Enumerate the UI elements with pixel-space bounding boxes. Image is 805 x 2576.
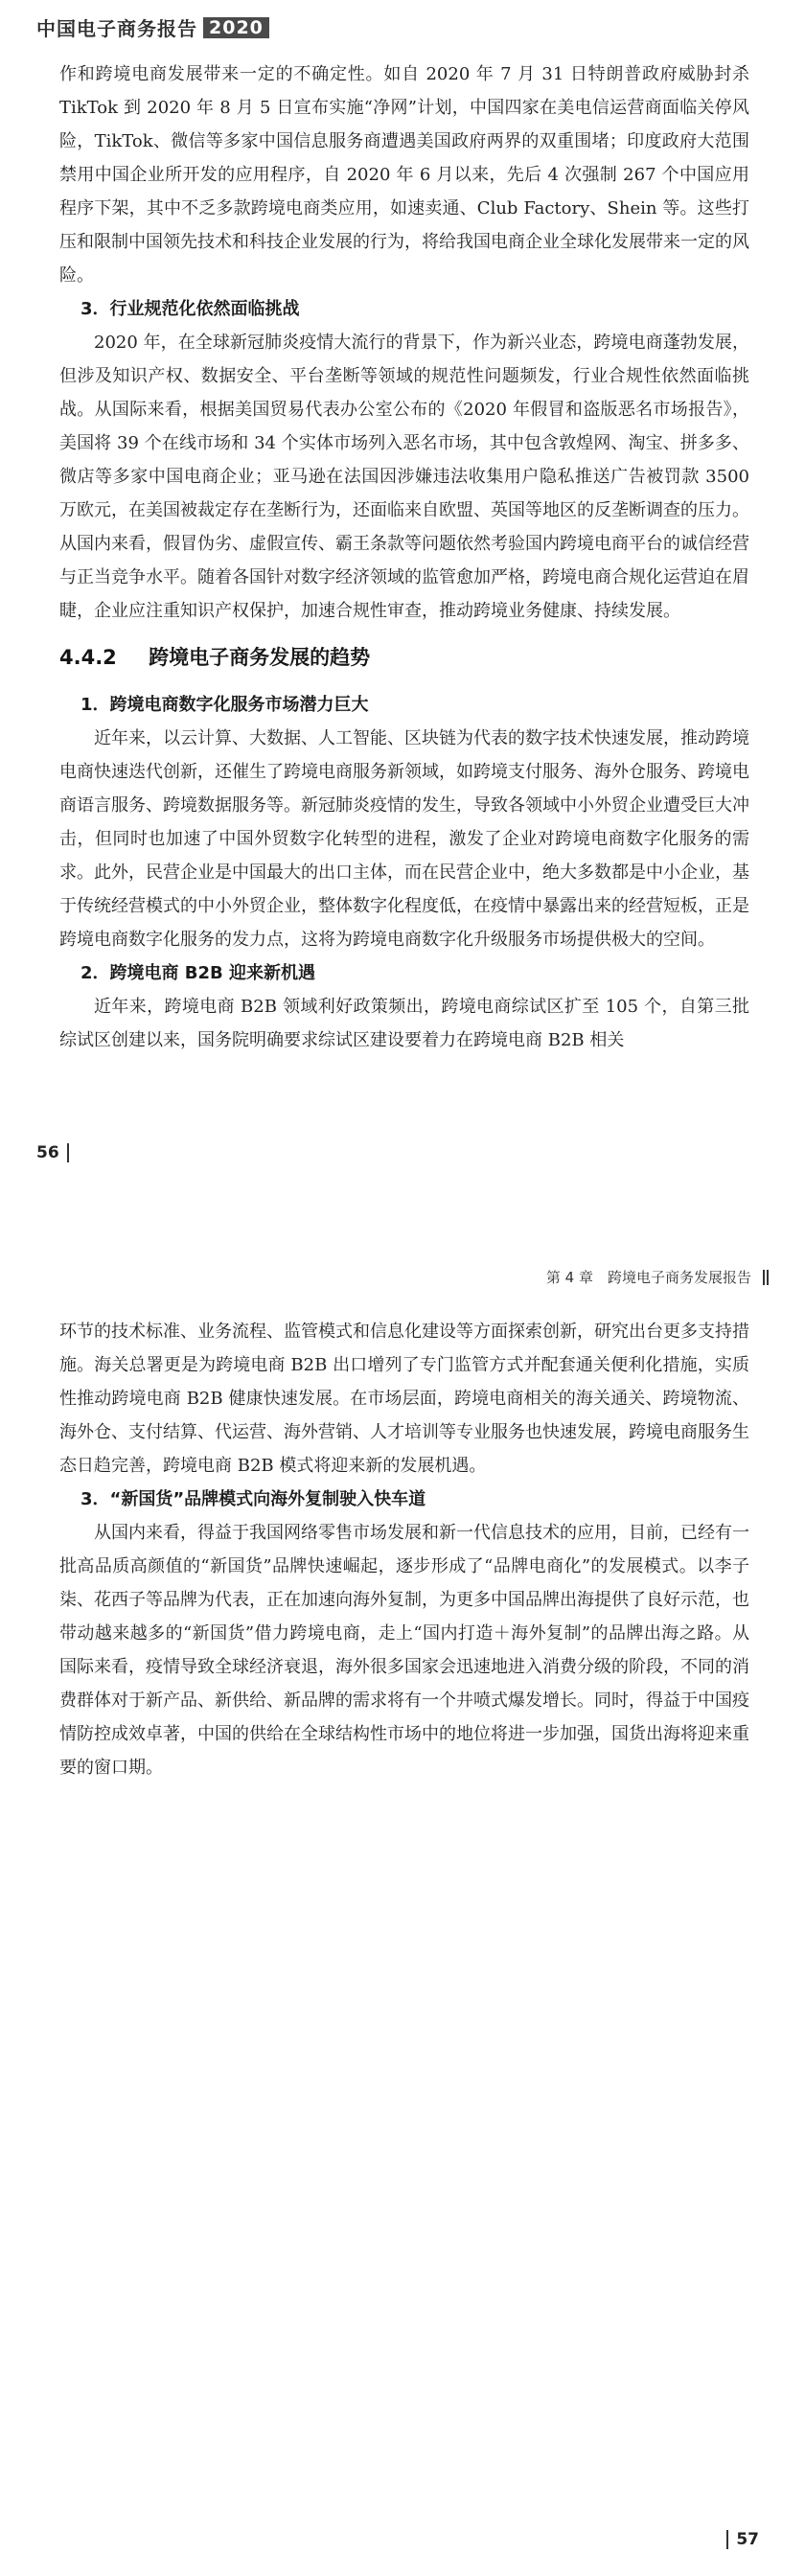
page-number-56 [36,1143,69,1162]
subheading-industry-regulation: 3．行业规范化依然面临挑战 [80,299,300,319]
subheading-b2b: 2．跨境电商 B2B 迎来新机遇 [80,963,316,983]
page-number-bar [726,2530,728,2549]
chapter-header-bars [763,1270,769,1285]
paragraph-continued: 作和跨境电商发展带来一定的不确定性。如自 2020 年 7 月 31 日特朗普政府威胁封杀 TikTok 到 2020 年 8 月 5 日宣布实施“净网”计划，中国四家在美电信运营商面临关停风险，TikTok、微信等多家中国信息服务商遭遇美国政府两界的双重围堵；印度政府大范围禁用中国企业所开发的应用程序，自 2020 年 6 月以来，先后 4 次强制 267 个中国应用程序下架，其中不乏多款跨境电商类应用，如速卖通、Club Factory、Shein 等。这些打压和限制中国领先技术和科技企业发展的行为，将给我国电商企业全球化发展带来一定的风险。 [59,64,749,286]
page-56 [0,0,805,1174]
report-title: 中国电子商务报告 [36,17,197,40]
paragraph-b2b-continued: 环节的技术标准、业务流程、监管模式和信息化建设等方面探索创新，研究出台更多支持措施。海关总署更是为跨境电商 B2B 出口增列了专门监管方式并配套通关便利化措施，实质性推动跨境电商 B2B 健康快速发展。在市场层面，跨境电商相关的海关通关、跨境物流、海外仓、支付结算、代运营、海外营销、人才培训等专业服务也快速发展，跨境电商服务生态日趋完善，跨境电商 B2B 模式将迎来新的发展机遇。 [59,1322,749,1476]
report-year-badge: 2020 [203,17,269,38]
paragraph-new-domestic-brands: 从国内来看，得益于我国网络零售市场发展和新一代信息技术的应用，目前，已经有一批高品质高颜值的“新国货”品牌快速崛起，逐步形成了“品牌电商化”的发展模式。以李子柒、花西子等品牌为代表，正在加速向海外复制，为更多中国品牌出海提供了良好示范，也带动越来越多的“新国货”借力跨境电商，走上“国内打造＋海外复制”的品牌出海之路。从国际来看，疫情导致全球经济衰退，海外很多国家会迅速地进入消费分级的阶段，不同的消费群体对于新产品、新供给、新品牌的需求将有一个井喷式爆发增长。同时，得益于中国疫情防控成效卓著，中国的供给在全球结构性市场中的地位将进一步加强，国货出海将迎来重要的窗口期。 [59,1523,749,1778]
page-57-body [59,1315,749,1784]
paragraph-regulation: 2020 年，在全球新冠肺炎疫情大流行的背景下，作为新兴业态，跨境电商蓬勃发展，但涉及知识产权、数据安全、平台垄断等领域的规范性问题频发，行业合规性依然面临挑战。从国际来看，根据美国贸易代表办公室公布的《2020 年假冒和盗版恶名市场报告》，美国将 39 个在线市场和 34 个实体市场列入恶名市场，其中包含敦煌网、淘宝、拼多多、微店等多家中国电商企业；亚马逊在法国因涉嫌违法收集用户隐私推送广告被罚款 3500 万欧元，在美国被裁定存在垄断行为，还面临来自欧盟、英国等地区的反垄断调查的压力。从国内来看，假冒伪劣、虚假宣传、霸王条款等问题依然考验国内跨境电商平台的诚信经营与正当竞争水平。随着各国针对数字经济领域的监管愈加严格，跨境电商合规化运营迫在眉睫，企业应注重知识产权保护，加速合规性审查，推动跨境业务健康、持续发展。 [59,333,749,621]
report-header [36,13,269,41]
paragraph-b2b-start: 近年来，跨境电商 B2B 领域利好政策频出，跨境电商综试区扩至 105 个，自第三批综试区创建以来，国务院明确要求综试区建设要着力在跨境电商 B2B 相关 [59,997,749,1050]
chapter-header [546,1267,769,1287]
page-number-text: 56 [36,1143,59,1162]
page-number-text: 57 [736,2530,759,2549]
subheading-digital-services: 1．跨境电商数字化服务市场潜力巨大 [80,695,369,715]
chapter-header-text: 第 4 章 跨境电子商务发展报告 [545,1269,751,1286]
section-title: 跨境电子商务发展的趋势 [149,646,371,669]
section-number: 4.4.2 [59,646,117,669]
page-number-57 [726,2530,759,2549]
page-56-body [59,58,749,1057]
paragraph-digital-services: 近年来，以云计算、大数据、人工智能、区块链为代表的数字技术快速发展，推动跨境电商快速迭代创新，还催生了跨境电商服务新领域，如跨境支付服务、海外仓服务、跨境电商语言服务、跨境数据服务等。新冠肺炎疫情的发生，导致各领域中小外贸企业遭受巨大冲击，但同时也加速了中国外贸数字化转型的进程，激发了企业对跨境电商数字化服务的需求。此外，民营企业是中国最大的出口主体，而在民营企业中，绝大多数都是中小企业，基于传统经营模式的中小外贸企业，整体数字化程度低，在疫情中暴露出来的经营短板，正是跨境电商数字化服务的发力点，这将为跨境电商数字化升级服务市场提供极大的空间。 [59,728,749,950]
page-number-bar [67,1143,69,1162]
section-heading [59,628,749,688]
subheading-new-domestic-brands: 3．“新国货”品牌模式向海外复制驶入快车道 [80,1489,426,1509]
